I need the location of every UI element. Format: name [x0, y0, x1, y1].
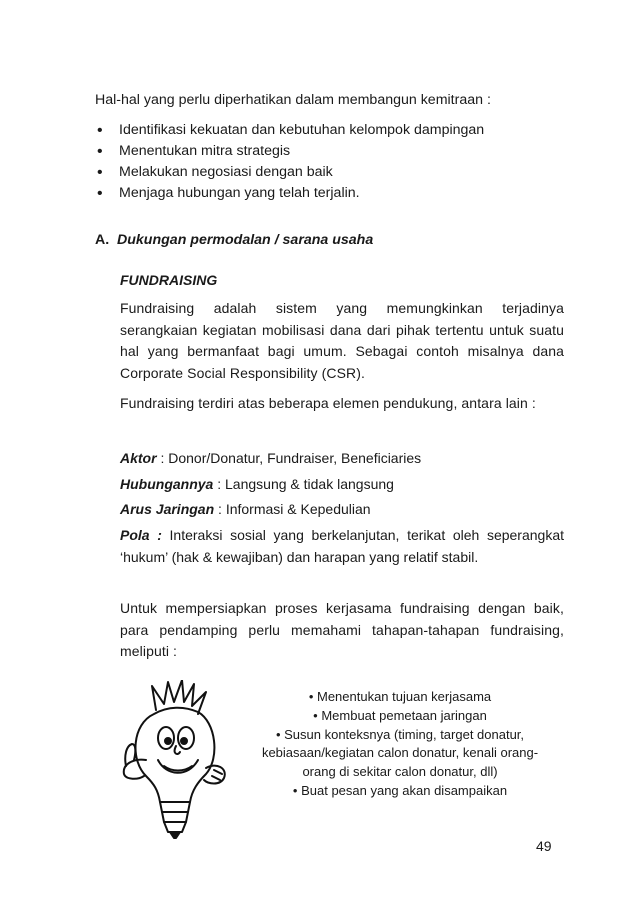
paragraph-definition: Fundraising adalah sistem yang memungkinkan terjadinya serangkaian kegiatan mobilisasi dana dari pihak tertentu untuk suatu hal yang bermanfaat bagi umum. Sebagai contoh misalnya dana Corporate Social Responsibility (CSR). — [120, 300, 564, 381]
section-label: A. — [95, 232, 110, 248]
subheading: FUNDRAISING — [120, 272, 218, 288]
definition-separator: : — [156, 450, 169, 466]
step-line: orang di sekitar calon donatur, dll) — [302, 764, 498, 780]
section-heading — [95, 232, 373, 248]
list-item: • Melakukan negosiasi dengan baik — [95, 162, 484, 183]
list-item: • Menjaga hubungan yang telah terjalin. — [95, 183, 484, 204]
bullet-list — [95, 120, 484, 204]
step-line: • Membuat pemetaan jaringan — [313, 707, 487, 723]
definition-term: Pola : — [120, 527, 162, 543]
definition-separator — [162, 527, 170, 543]
fundraising-steps — [240, 688, 560, 801]
section-title: Dukungan permodalan / sarana usaha — [117, 232, 374, 248]
list-item: • Menentukan mitra strategis — [95, 141, 484, 162]
definition-desc: Interaksi sosial yang berkelanjutan, terikat oleh seperangkat ‘hukum’ (hak & kewajiban) dan harapan yang relatif stabil. — [120, 527, 565, 565]
page-number: 49 — [536, 838, 552, 854]
definition-arus-jaringan — [120, 499, 564, 521]
definition-desc: Informasi & Kepedulian — [225, 501, 371, 517]
lightbulb-mascot-icon — [112, 680, 242, 840]
definition-term: Aktor — [120, 450, 157, 466]
definition-separator: : — [214, 501, 226, 517]
definition-separator: : — [213, 476, 226, 492]
definition-hubungan — [120, 474, 564, 496]
definition-pola — [120, 525, 564, 568]
list-item: • Identifikasi kekuatan dan kebutuhan kelompok dampingan — [95, 120, 484, 141]
definition-desc: Donor/Donatur, Fundraiser, Beneficiaries — [168, 450, 422, 466]
step-line: • Susun konteksnya (timing, target donatur, — [275, 726, 525, 742]
step-line: kebiasaan/kegiatan calon donatur, kenali orang- — [261, 745, 539, 761]
definition-desc: Langsung & tidak langsung — [225, 476, 394, 492]
definition-term: Hubungannya — [120, 476, 214, 492]
definition-aktor — [120, 448, 564, 470]
paragraph-steps-intro: Untuk mempersiapkan proses kerjasama fundraising dengan baik, para pendamping perlu memahami tahapan-tahapan fundraising, meliputi : — [120, 600, 564, 659]
paragraph-elements: Fundraising terdiri atas beberapa elemen pendukung, antara lain : — [120, 395, 536, 411]
step-line: • Menentukan tujuan kerjasama — [308, 689, 492, 704]
step-line: • Buat pesan yang akan disampaikan — [292, 782, 508, 798]
definition-term: Arus Jaringan — [120, 501, 215, 517]
intro-text: Hal-hal yang perlu diperhatikan dalam membangun kemitraan : — [95, 92, 491, 108]
